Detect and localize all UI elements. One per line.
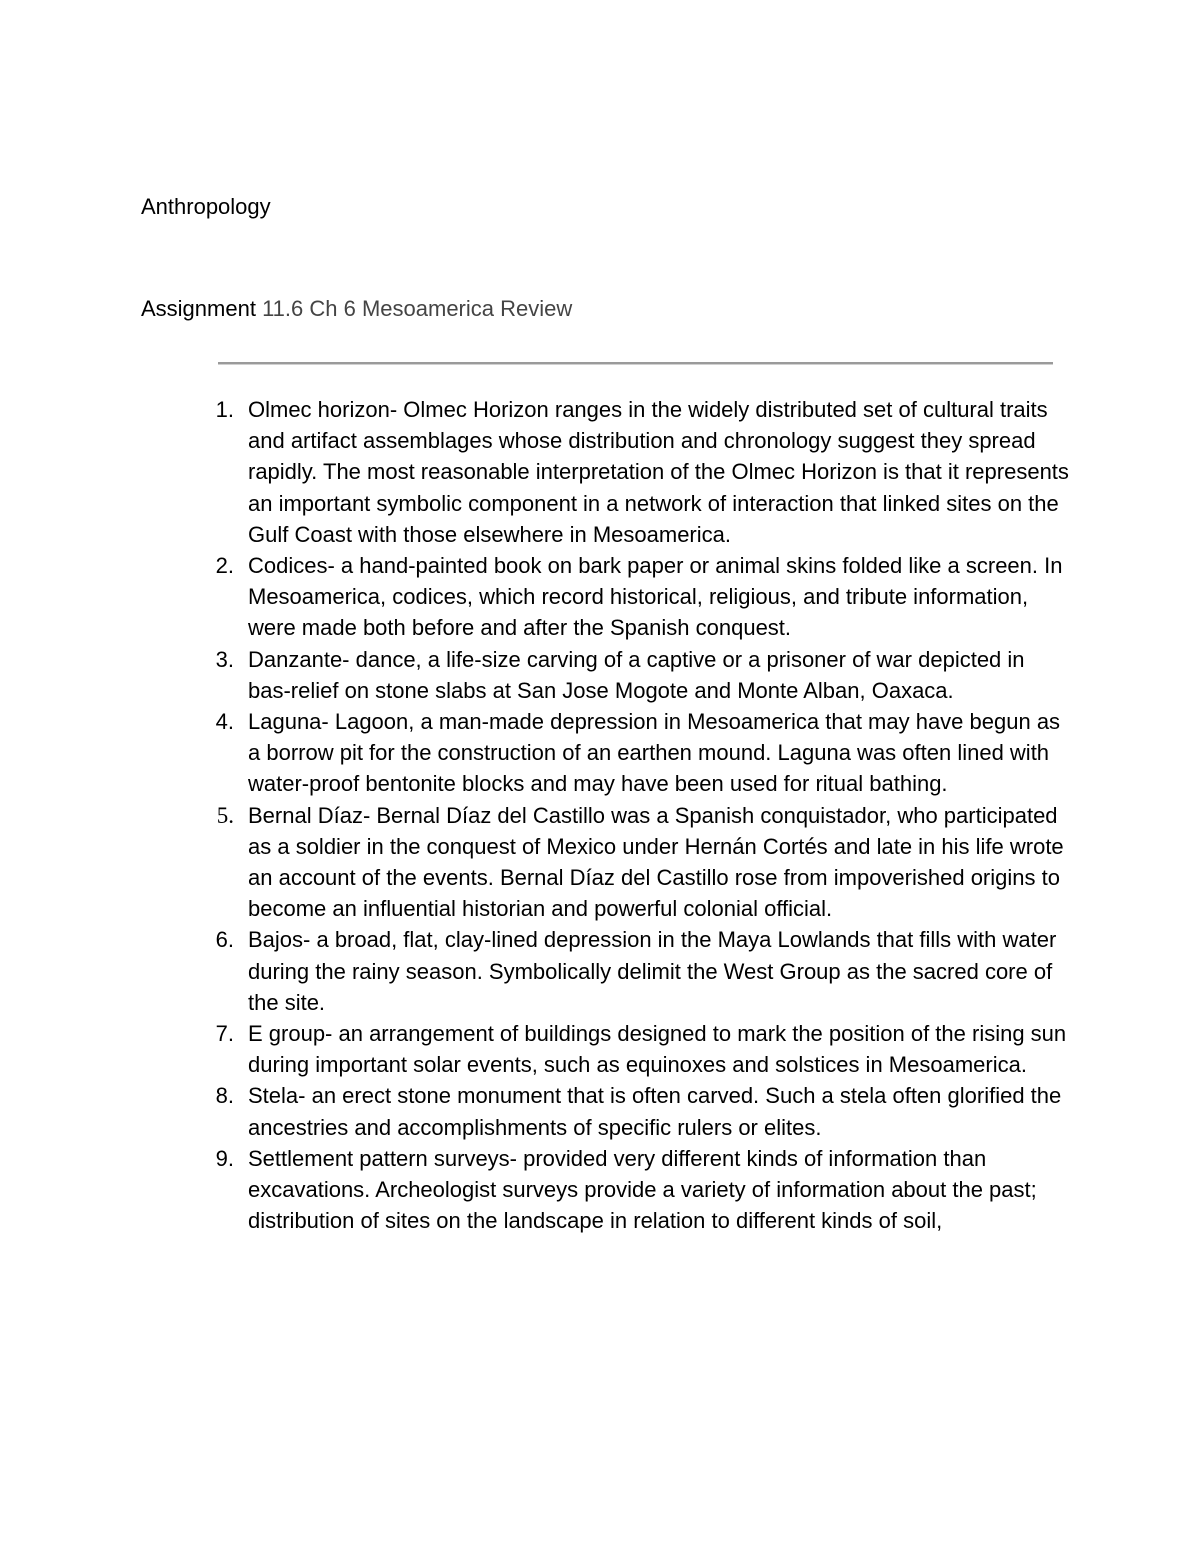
list-item — [200, 394, 1070, 550]
list-item-number: 3. — [215, 646, 234, 672]
list-item-text: Danzante- dance, a life-size carving of a captive or a prisoner of war depicted in bas-relief on stone slabs at San Jose Mogote and Monte Alban, Oaxaca. — [248, 646, 1025, 703]
review-list — [200, 394, 1070, 1236]
list-item-text: E group- an arrangement of buildings designed to mark the position of the rising sun during important solar events, such as equinoxes and solstices in Mesoamerica. — [248, 1021, 1067, 1078]
list-item-text: Laguna- Lagoon, a man-made depression in Mesoamerica that may have begun as a borrow pit for the construction of an earthen mound. Laguna was often lined with water-proof bentonite blocks and may have been used for ritual bathing. — [248, 709, 1061, 797]
list-item — [200, 706, 1070, 800]
list-item — [200, 1080, 1070, 1142]
list-item-number: 5. — [216, 802, 234, 828]
list-item-text: Settlement pattern surveys- provided very different kinds of information than excavations. Archeologist surveys provide a variety of information about the past; distribution of sites on the landscape in relation to different kinds of soil, — [248, 1145, 1037, 1234]
assignment-title — [141, 294, 572, 324]
horizontal-divider — [218, 362, 1053, 365]
course-title: Anthropology — [141, 194, 271, 219]
list-item — [200, 644, 1070, 706]
list-item — [200, 800, 1070, 925]
list-item-text: Bernal Díaz- Bernal Díaz del Castillo was a Spanish conquistador, who participated as a soldier in the conquest of Mexico under Hernán Cortés and late in his life wrote an account of the events. Bernal Díaz del Castillo rose from impoverished origins to become an influential historian and powerful colonial official. — [248, 802, 1064, 922]
list-item — [200, 1143, 1070, 1237]
list-item-number: 4. — [215, 709, 234, 735]
list-item-text: Olmec horizon- Olmec Horizon ranges in the widely distributed set of cultural traits and artifact assemblages whose distribution and chronology suggest they spread rapidly. The most reasonable interpretation of the Olmec Horizon is that it represents an important symbolic component in a network of interaction that linked sites on the Gulf Coast with those elsewhere in Mesoamerica. — [248, 397, 1069, 547]
list-item-number: 1. — [215, 397, 234, 422]
list-item-number: 7. — [215, 1021, 234, 1047]
assignment-subtitle: 11.6 Ch 6 Mesoamerica Review — [262, 296, 573, 321]
list-item — [200, 1018, 1070, 1080]
assignment-label: Assignment — [141, 296, 256, 321]
list-item-text: Bajos- a broad, flat, clay-lined depression in the Maya Lowlands that fills with water during the rainy season. Symbolically delimit the West Group as the sacred core of the site. — [248, 927, 1057, 1015]
list-item-text: Stela- an erect stone monument that is often carved. Such a stela often glorified the ancestries and accomplishments of specific rulers or elites. — [248, 1083, 1062, 1140]
list-item-text: Codices- a hand-painted book on bark paper or animal skins folded like a screen. In Mesoamerica, codices, which record historical, religious, and tribute information, were made both before and after the Spanish conquest. — [248, 553, 1063, 641]
list-item — [200, 924, 1070, 1018]
list-item-number: 6. — [215, 927, 234, 953]
list-item-number: 2. — [215, 553, 234, 579]
list-item-number: 8. — [215, 1083, 234, 1109]
list-item-number: 9. — [215, 1145, 234, 1171]
list-item — [200, 550, 1070, 644]
